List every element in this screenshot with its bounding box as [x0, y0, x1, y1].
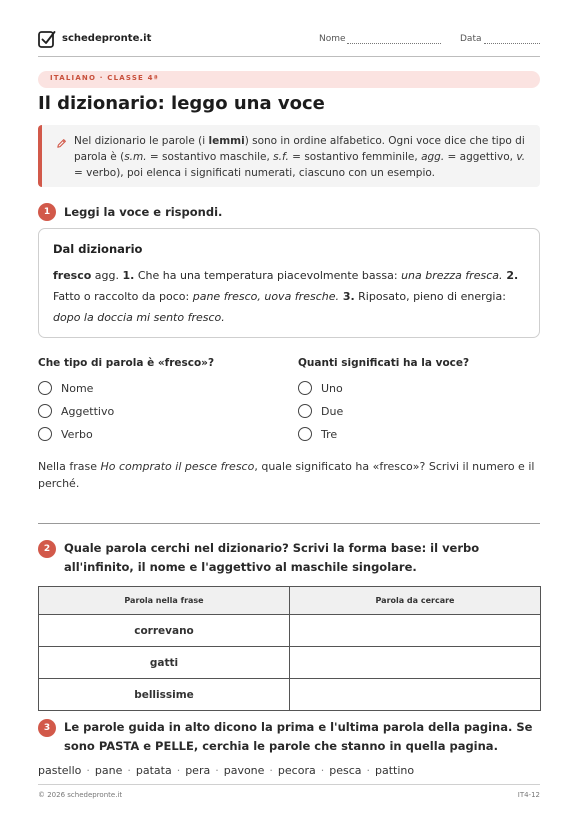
option-label: Due [321, 405, 344, 418]
radio-circle[interactable] [38, 427, 52, 441]
checkbox-logo-icon [38, 29, 56, 49]
table-row [39, 647, 541, 679]
word-cell: correvano [39, 615, 290, 647]
word-choice[interactable]: pesca [329, 764, 362, 777]
intro-box [38, 125, 540, 187]
table-header-row [39, 587, 541, 615]
copyright: © 2026 schedepronte.it [38, 791, 123, 799]
column-header-word-in-sentence: Parola nella frase [39, 587, 290, 615]
word-cell: bellissime [39, 679, 290, 711]
word-choice[interactable]: pastello [38, 764, 82, 777]
radio-circle[interactable] [38, 404, 52, 418]
separator: · [320, 764, 325, 777]
answer-cell[interactable] [290, 615, 541, 647]
word-choice[interactable]: pane [94, 764, 123, 777]
sentence-question: Nella frase Ho comprato il pesce fresco, quale significato ha «fresco»? Scrivi il numero e il perché. [38, 460, 535, 490]
column-header-word-to-search: Parola da cercare [290, 587, 541, 615]
option-label: Uno [321, 382, 343, 395]
separator: · [86, 764, 90, 777]
radio-circle[interactable] [298, 404, 312, 418]
option-label: Tre [321, 428, 338, 441]
question-3-number: 3 [38, 719, 56, 737]
words-table [38, 586, 541, 711]
option-label: Nome [61, 382, 94, 395]
dictionary-entry: fresco agg. 1. Che ha una temperatura piacevolmente bassa: una brezza fresca. 2. Fatto o raccolto da poco: pane fresco, uova fresche. 3. Riposato, pieno di energia: dopo la doccia mi sento fresco. [53, 269, 519, 324]
word-choice[interactable]: pavone [223, 764, 265, 777]
separator: · [127, 764, 131, 777]
question-3-text: Le parole guida in alto dicono la prima e l'ultima parola della pagina. Se sono PASTA e PELLE, cerchia le parole che stanno in quella pagina. [64, 720, 533, 753]
word-type-question: Che tipo di parola è «fresco»? [38, 357, 215, 369]
intro-text: Nel dizionario le parole (i lemmi) sono in ordine alfabetico. Ogni voce dice che tipo di parola è (s.m. = sostantivo maschile, s.f. = sostantivo femminile, agg. = aggettivo, v. = verbo), poi elenca i significati numerati, ciascuno con un esempio. [74, 135, 526, 179]
table-row [39, 615, 541, 647]
question-2-text: Quale parola cerchi nel dizionario? Scrivi la forma base: il verbo all'infinito, il nome e l'aggettivo al maschile singolare. [64, 541, 480, 574]
meanings-count-question: Quanti significati ha la voce? [298, 357, 470, 369]
site-name: schedepronte.it [62, 33, 152, 44]
dictionary-title: Dal dizionario [53, 242, 143, 256]
word-cell: gatti [39, 647, 290, 679]
radio-circle[interactable] [38, 381, 52, 395]
page-footer [38, 784, 540, 799]
question-1-text: Leggi la voce e rispondi. [64, 205, 223, 219]
dictionary-entry-box [38, 228, 540, 338]
subject-badge-text: ITALIANO · CLASSE 4ª [50, 74, 159, 82]
subject-badge [38, 71, 540, 88]
option-label: Aggettivo [61, 405, 115, 418]
page-code: IT4-12 [517, 791, 540, 799]
word-choices [38, 764, 414, 777]
question-1-number: 1 [38, 203, 56, 221]
word-choice[interactable]: pattino [375, 764, 415, 777]
page-title: Il dizionario: leggo una voce [38, 93, 325, 114]
pencil-icon [56, 138, 67, 149]
question-2-number: 2 [38, 540, 56, 558]
name-field[interactable] [347, 43, 441, 44]
separator: · [366, 764, 370, 777]
word-choice[interactable]: pecora [277, 764, 316, 777]
date-field[interactable] [484, 43, 540, 44]
separator: · [269, 764, 273, 777]
page-header [38, 28, 540, 57]
radio-circle[interactable] [298, 381, 312, 395]
answer-line[interactable] [38, 523, 540, 524]
separator: · [215, 764, 219, 777]
option-label: Verbo [61, 428, 93, 441]
date-label: Data [460, 34, 482, 44]
answer-cell[interactable] [290, 647, 541, 679]
word-choice[interactable]: pera [185, 764, 211, 777]
radio-circle[interactable] [298, 427, 312, 441]
name-label: Nome [319, 34, 346, 44]
table-row [39, 679, 541, 711]
separator: · [176, 764, 181, 777]
word-choice[interactable]: patata [135, 764, 172, 777]
answer-cell[interactable] [290, 679, 541, 711]
